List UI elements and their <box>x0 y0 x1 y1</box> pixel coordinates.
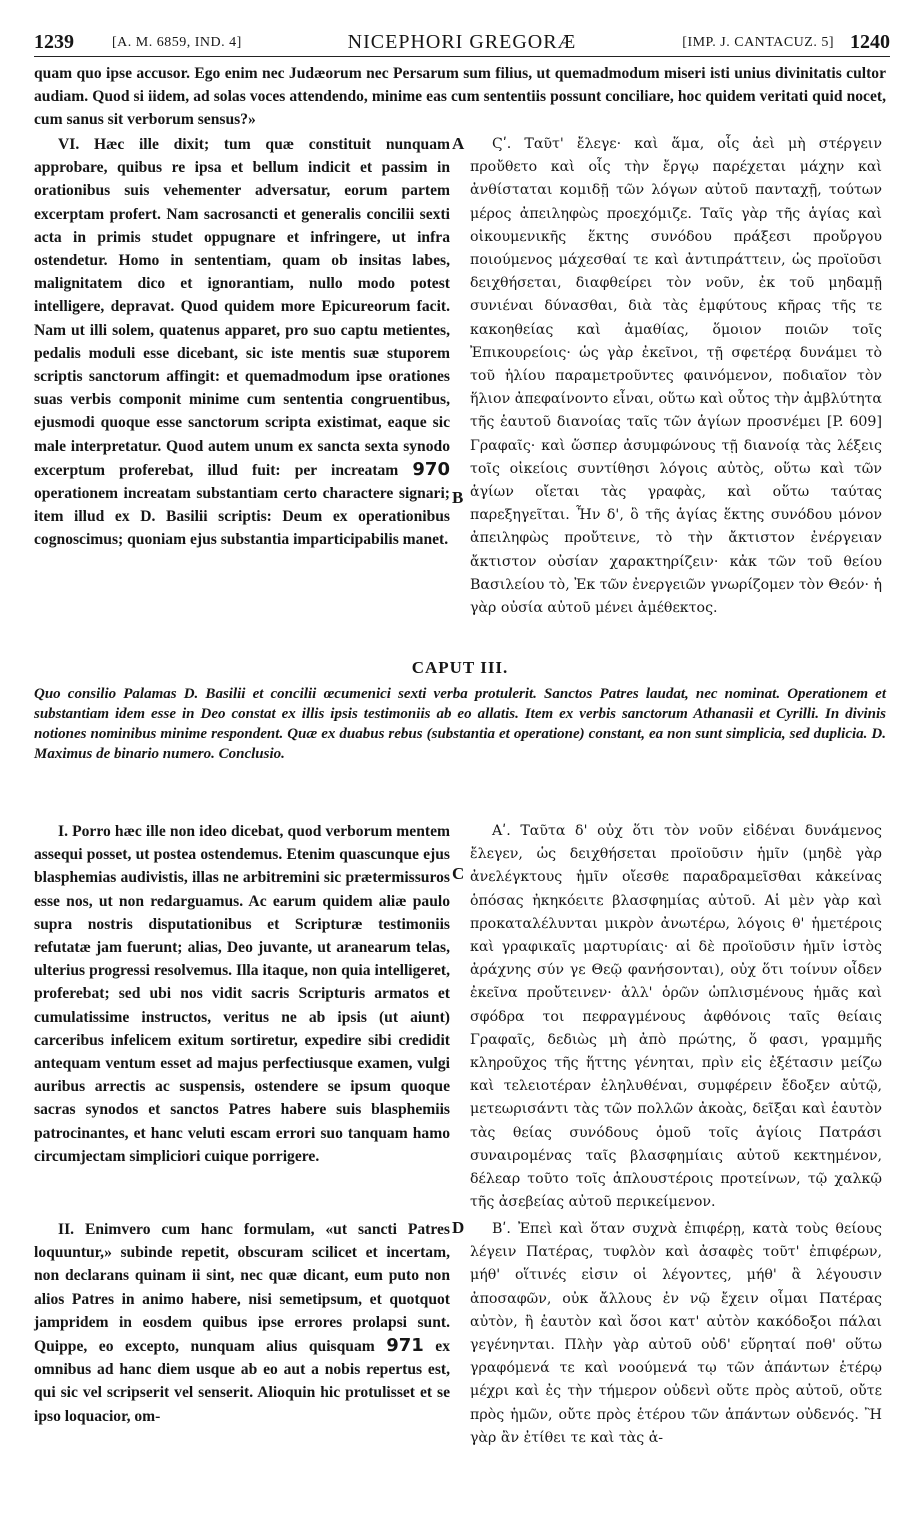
latin-column-section-6 <box>34 133 450 552</box>
latin-paragraph: I. Porro hæc ille non ideo dicebat, quod verborum mentem assequi posset, ut postea ostendemus. Etenim quascunque ejus blasphemias audivistis, illas ne arbitremini sic prætermissuros esse nos, ut non redarguamus. Ac earum quidem aliæ paulo supra nostris disputationibus et Scripturæ testimoniis refutatæ jam fuerunt; alias, Deo juvante, ut aranearum telas, ulterius progressi resolvemus. Illa itaque, non quia intelligeret, proferebat; sed ubi nos vidit sacris Scripturis armatos et cumulatissime instructos, veritus ne ab ipsis (ut aiunt) carceribus infelicem exitum sortiretur, expedire sibi credidit antequam ventum esset ad majus perfectiusque examen, vulgi auribus arrectis ac suspensis, ostendere se ipsum quoque sacras synodos et sanctos Patres habere suis blasphemiis patrocinantes, et hanc veluti escam errori suo tanquam hamo circumjectam simpliciori cuique porrigere. <box>34 823 450 1165</box>
latin-text: operationem increatam substantiam certo charactere signari; item illud ex D. Basilii scriptis: Deum ex operationibus cognoscimus; quoniam ejus substantia imparticipabilis manet. <box>34 485 450 549</box>
latin-text: ex omnibus ad hanc diem usque ab eo aut a nobis repertus est, qui sic vel scripserit vel senserit. Alioquin hic protulisset et se ipso loquacior, om- <box>34 1338 450 1425</box>
running-title: NICEPHORI GREGORÆ <box>347 31 577 53</box>
greek-paragraph: Βʹ. Ἐπεὶ καὶ ὅταν συχνὰ ἐπιφέρῃ, κατὰ τοὺς θείους λέγειν Πατέρας, τυφλὸν καὶ ἀσαφὲς τοῦτ' ἐπιφέρων, μήθ' οἵτινές εἰσιν οἱ λέγοντες, μήθ' ἃ λέγουσιν ἀποσαφῶν, οὐκ ἄλλους ἐν νῷ ἔχειν οἶμαι Πατέρας αὐτὸν, ἢ ἑαυτὸν καὶ ὅσοι κατ' αὐτὸν κακόδοξοι πάλαι γεγένηνται. Πλὴν γὰρ αὐτοῦ οὐδ' εὕρηταί ποθ' οὕτω γραφόμενά τε καὶ νοούμενά τῳ τῶν ἁπάντων ἑτέρῳ μέχρι καὶ ἐς τὴν τήμερον οὐδενὶ οὔτε πρὸς αὐτοῦ, οὔτε πρὸς ἡμῶν, οὔτε πρὸς ἑτέρου τῶν ἁπάντων οὐδενός. Ἢ γὰρ ἂν ἐτίθει τε καὶ τὰς ἁ- <box>470 1221 882 1446</box>
latin-text: VI. Hæc ille dixit; tum quæ constituit nunquam approbare, quibus re ipsa et bellum indicit et passim in orationibus suis vehementer adversatur, eorum partem excerptam profert. Nam sacrosancti et generalis concilii sexti acta in primis studet oppugnare et infringere, ut infra ostendetur. Homo in sententiam, quam ob insitas labes, malignitatem dico et ignorantiam, nullo modo potest intelligere, depravat. Quod quidem more Epicureorum facit. Nam ut illi solem, quatenus apparet, pro suo captu metientes, pedalis moduli esse dicebant, sic iste mentis suæ stuporem scriptis sanctorum affingit: et quemadmodum ipse orationes suas verbis componit minime cum sententia congruentibus, ejusmodi quoque esse sanctorum scripta existimat, eaque sic male interpretatur. Quod autem unum ex sancta sexta synodo excerptum proferebat, illud fuit: per increatam <box>34 136 450 479</box>
greek-paragraph: Ϛʹ. Ταῦτ' ἔλεγε· καὶ ἅμα, οἷς ἀεὶ μὴ στέργειν προὔθετο καὶ οἷς τὴν ἔργῳ παρέχεται μάχην καὶ ἀνθίσταται κομιδῇ τῶν λόγων αὐτοῦ πανταχῇ, τούτων μέρος ἀπειληφὼς προεχόμιζε. Ταῖς γὰρ τῆς ἁγίας καὶ οἰκουμενικῆς ἕκτης συνόδου πράξεσι προὔργου ποιούμενος μάχεσθαί τε καὶ ἀντιπράττειν, ὡς προϊοῦσι δειχθήσεται, διαφθείρει τὸν νοῦν, ἐκ τοῦ μηδαμῇ συνιέναι δύνασθαι, διὰ τὰς ἐμφύτους κῆρας τῆς τε κακοηθείας καὶ ἀμαθίας, ὅμοιον ποιῶν τοῖς Ἐπικουρείοις· ὡς γὰρ ἐκεῖνοι, τῇ σφετέρᾳ δυνάμει τὸ τοῦ ἡλίου παραμετροῦντες φαινόμενον, ποδιαῖον τὸν ἥλιον ἀπεφαίνοντο εἶναι, οὕτω καὶ οὗτος τὴν ἀμβλύτητα τῆς ἑαυτοῦ διανοίας ταῖς τῶν ἁγίων προσνέμει [P. 609] Γραφαῖς· καὶ ὥσπερ ἀσυμφώνους τῇ διανοίᾳ τὰς λέξεις τοῖς οἰκείοις συντίθησι λόγοις αὐτὸς, οὕτω καὶ τῶν ἁγίων οἴεται τὰς γραφὰς, καὶ οὕτω ταύτας παρεξηγεῖται. Ἦν δ', ὃ τῆς ἁγίας ἕκτης συνόδου μόνον ἀπειληφὼς προὔτεινε, τὸ τὴν ἄκτιστον ἐνέργειαν ἄκτιστον οὐσίαν χαρακτηρίζειν· κἀκ τῶν τοῦ θείου Βασιλείου τὸ, Ἐκ τῶν ἐνεργειῶν γνωρίζομεν τὸν Θεόν· ἡ γὰρ οὐσία αὐτοῦ μένει ἀμέθεκτος. <box>470 136 883 617</box>
margin-letter-d: D <box>452 1218 465 1237</box>
latin-column-section-2 <box>34 1218 450 1428</box>
page-number-left: 1239 <box>34 31 74 53</box>
latin-text: II. Enimvero cum hanc formulam, «ut sancti Patres loquuntur,» subinde repetit, obscuram scilicet et incertam, non declarans quinam ii sint, nec quæ dicant, eum puto non alios Patres in animo habere, nisi semetipsum, et quotquot jampridem in eosdem quibus ipse errores prolapsi sunt. Quippe, eo excepto, nunquam alius quisquam <box>34 1221 450 1356</box>
greek-column-section-6 <box>470 133 882 620</box>
page-number-right: 1240 <box>850 31 890 53</box>
margin-letter-b: B <box>452 488 464 507</box>
chapter-summary: Quo consilio Palamas D. Basilii et concilii œcumenici sexti verba protulerit. Sanctos Patres laudat, nec nominat. Operationem et substantiam idem esse in Deo constat ex illis ipsis testimoniis ab eo allatis. Item ex verbis sanctorum Athanasii et Cyrilli. In divinis notiones nominibus minime respondent. Quæ ex duabus rebus (substantia et operatione) constant, ea non sunt simplicia, sed duplicia. D. Maximus de binario numero. Conclusio. <box>34 686 886 762</box>
year-reference-left: [A. M. 6859, IND. 4] <box>112 35 242 50</box>
greek-paragraph: Αʹ. Ταῦτα δ' οὐχ ὅτι τὸν νοῦν εἰδέναι δυνάμενος ἔλεγεν, ὡς δειχθήσεται προϊοῦσιν ἡμῖν (μηδὲ γὰρ ἀνελέγκτους ἡμῖν οἴεσθε παραδραμεῖσθαι κἀκείνας ὁπόσας ἠκηκόειτε βλασφημίας αὐτοῦ. Αἱ μὲν γὰρ καὶ προκαταλέλυνται μικρὸν ἀνωτέρω, λόγοις θ' ἡμετέροις καὶ γραφικαῖς μαρτυρίαις· αἱ δὲ προϊοῦσιν ἡμῖν ἱστὸς ἀράχνης σύν γε Θεῷ φανήσονται), οὐχ ὅτι τοίνυν οἶδεν ἐκεῖνα προὔτεινεν· ἀλλ' ὁρῶν ὡπλισμένους ἡμᾶς καὶ σφόδρα τοι πεφραγμένους ἀφθόνοις ταῖς θείαις Γραφαῖς, δεδιὼς μὴ ἀπὸ πρώτης, ὅ φασι, γραμμῆς κληροῦχος τῆς ἥττης γένηται, πρὶν εἰς ἐξέτασιν μείζω καὶ τελειοτέραν ἐληλυθέναι, συμφέρειν ἔδοξεν αὐτῷ, μετεωρισάντι τὰς τῶν πολλῶν ἀκοὰς, δεῖξαι καὶ ἑαυτὸν τὰς θείας συνόδους ὁμοῦ τοῖς ἁγίοις Πατράσι συναιρομένας ταῖς βλασφημίαις αὐτοῦ κεκτημένον, δέλεαρ τοῦτο τοῖς ἁπλουστέροις προτείνων, τῷ χαλκῷ τῆς ἀσεβείας αὐτοῦ περικείμενον. <box>470 823 882 1211</box>
margin-letter-a: A <box>452 134 465 153</box>
greek-column-section-2 <box>470 1218 882 1450</box>
latin-paragraph <box>34 133 450 552</box>
reign-reference-right: [IMP. J. CANTACUZ. 5] <box>682 35 834 50</box>
greek-column-section-1 <box>470 820 882 1214</box>
latin-paragraph <box>34 1218 450 1428</box>
column-number: 971 <box>386 1335 424 1357</box>
column-number: 970 <box>412 458 450 480</box>
running-header <box>34 30 890 57</box>
margin-letter-c: C <box>452 864 465 883</box>
chapter-heading: CAPUT III. <box>411 658 509 677</box>
continuation-paragraph: quam quo ipse accusor. Ego enim nec Judæorum nec Persarum sum filius, ut quemadmodum miseri isti unius divinitatis cultor audiam. Quod si iidem, ad solas voces attendendo, minime eas cum sententiis possunt conciliare, hoc quidem veritati quid nocet, cum sanus sit verborum sensus?» <box>34 65 886 128</box>
latin-column-section-1 <box>34 820 450 1168</box>
